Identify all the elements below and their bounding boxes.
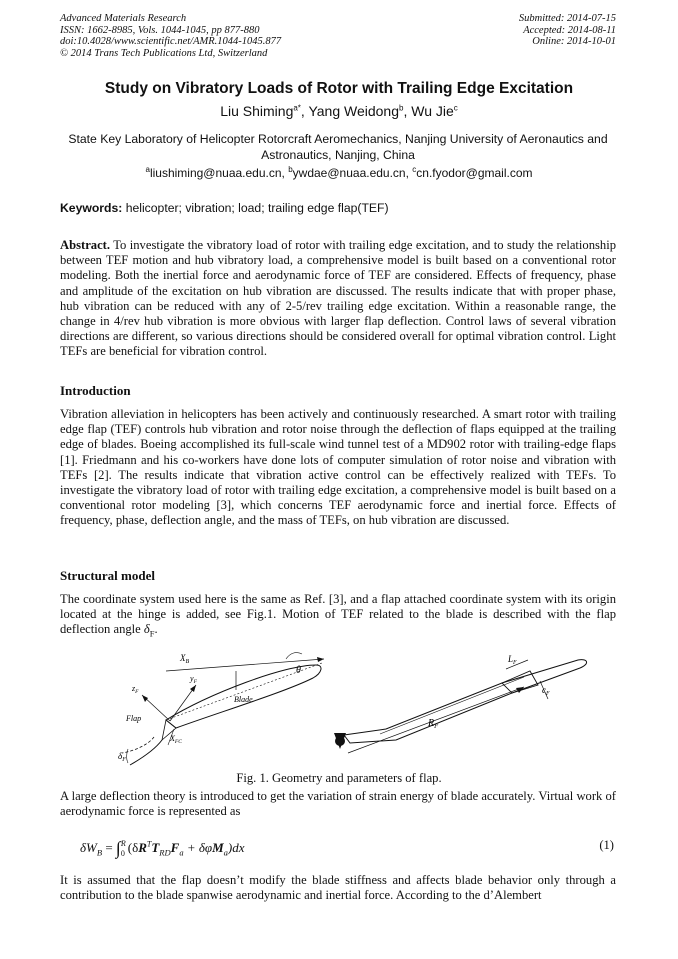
accepted-date: Accepted: 2014-08-11: [523, 24, 616, 36]
affiliation: State Key Laboratory of Helicopter Rotorcraft Aeromechanics, Nanjing University of Aeronautics and Astronautics, Nanjing, China: [68, 132, 608, 162]
structural-model-text: The coordinate system used here is the same as Ref. [3], and a flap attached coordinate system with its origin located at the hinge is added, see Fig.1. Motion of TEF related to the blade is described with the flap deflection angle $\delta_F$.: [60, 592, 616, 639]
email: $^b$ywdae@nuaa.edu.cn,: [288, 165, 413, 180]
label-zf: $z_F$: [132, 684, 139, 695]
email: $^c$cn.fyodor@gmail.com: [412, 165, 533, 180]
label-cf: $c_F$: [542, 685, 550, 697]
author: Liu Shiming$^{a*}$,: [220, 103, 309, 119]
date-info: [519, 13, 616, 48]
label-rf: $R_F$: [428, 718, 439, 730]
copyright-line: © 2014 Trans Tech Publications Ltd, Switzerland: [60, 47, 268, 59]
abstract-text: To investigate the vibratory load of rotor with trailing edge excitation, and to study the relationship between TEF motion and hub vibratory load, a comprehensive model is built based on a conventional rotor modeling. Both the inertial force and aerodynamic force of TEF are considered. Effects of frequency, phase and amplitude of the excitation on hub vibration are discussed. The results indicate that with proper phase, hub vibration can be reduced with any of 2-5/rev trailing edge excitation. Within a reasonable range, the change in 4/rev hub vibration is more obvious with larger flap deflection. Control laws of several vibration directions are different, so various directions should be considered overall for optimal vibration control. Light TEFs are beneficial for vibration control.: [60, 238, 616, 359]
submitted-date: Submitted: 2014-07-15: [518, 13, 616, 24]
author: Yang Weidong$^b$,: [308, 103, 412, 119]
deltaf-arc: [127, 749, 129, 763]
label-yf: $y_F$: [190, 674, 197, 685]
figure-caption: Fig. 1. Geometry and parameters of flap.: [236, 771, 442, 785]
online-date: Online: 2014-10-01: [532, 36, 616, 47]
introduction-text: Vibration alleviation in helicopters has been actively and continuously researched. A smart rotor with trailing edge flap (TEF) controls hub vibration and rotor noise through the deflection of flaps equipped at the trailing edge of blades. Boeing accomplished its full-scale wind tunnel test of a MD902 rotor with trailing-edge flaps [1]. Friedmann and his co-workers have done lots of computer simulation of rotor noise and vibration with TEFs [2]. The results indicate that vibration active control can be effectively realized with TEFs. To investigate the vibratory load of rotor with trailing edge excitation, a comprehensive model is built based on a conventional rotor modeling [3], which concerns TEF aerodynamic force and inertial force. Effects of frequency, phase, deflection angle, and the mass of TEFs, on hub vibration are discussed.: [60, 407, 616, 528]
label-xb: $X_B$: [180, 653, 190, 665]
equation-number: (1): [599, 838, 614, 852]
airfoil-diagram: [118, 653, 324, 765]
rf-dimension-line: [348, 687, 524, 753]
flap-neutral-line: [122, 737, 154, 753]
blade-planform-diagram: [334, 654, 587, 753]
zf-arrowhead: [142, 695, 148, 702]
abstract-label: Abstract.: [60, 238, 111, 252]
label-flap: Flap: [126, 714, 142, 723]
yf-arrowhead: [190, 685, 196, 692]
equation-1: $\delta W_B$ = ∫ R 0 $(\delta R^TT_{RD}F_a + \delta\varphi M_a)dx$: [80, 838, 245, 859]
theta-arc: [286, 653, 302, 659]
figure-flap-geometry: [110, 645, 630, 775]
keywords: [60, 201, 616, 215]
label-xfc: $X_{FC}$: [170, 734, 182, 745]
last-paragraph: It is assumed that the flap doesn’t modify the blade stiffness and affects blade behavior only through a contribution to the blade spanwise aerodynamic and inertial force. According to the d’Alembert: [60, 873, 616, 903]
journal-name: Advanced Materials Research: [60, 13, 187, 24]
label-lf: $L_F$: [508, 654, 517, 666]
abstract: [60, 238, 616, 360]
label-blade: Blade: [234, 695, 253, 704]
section-heading-introduction: Introduction: [60, 383, 131, 398]
blade-centerline: [380, 677, 524, 734]
doi-line: doi:10.4028/www.scientific.net/AMR.1044-1045.877: [60, 36, 282, 47]
author-list: [0, 103, 678, 119]
publication-info: [60, 13, 281, 59]
label-deltaf: $\delta_F$: [118, 751, 126, 763]
after-figure-text: A large deflection theory is introduced to get the variation of strain energy of blade accurately. Virtual work of aerodynamic force is represented as: [60, 789, 616, 819]
label-theta: θ: [296, 665, 301, 676]
keywords-label: Keywords:: [60, 201, 123, 215]
keywords-text: helicopter; vibration; load; trailing edge flap(TEF): [122, 201, 389, 215]
email: $^a$liushiming@nuaa.edu.cn,: [145, 165, 289, 180]
paper-title: Study on Vibratory Loads of Rotor with Trailing Edge Excitation: [104, 80, 574, 97]
author: Wu Jie$^c$: [411, 103, 458, 119]
xb-arrowhead: [317, 657, 324, 662]
blade-outline: [344, 660, 587, 743]
email-list: [0, 166, 678, 180]
section-heading-structural-model: Structural model: [60, 568, 155, 583]
issn-line: ISSN: 1662-8985, Vols. 1044-1045, pp 877-880: [60, 24, 260, 36]
